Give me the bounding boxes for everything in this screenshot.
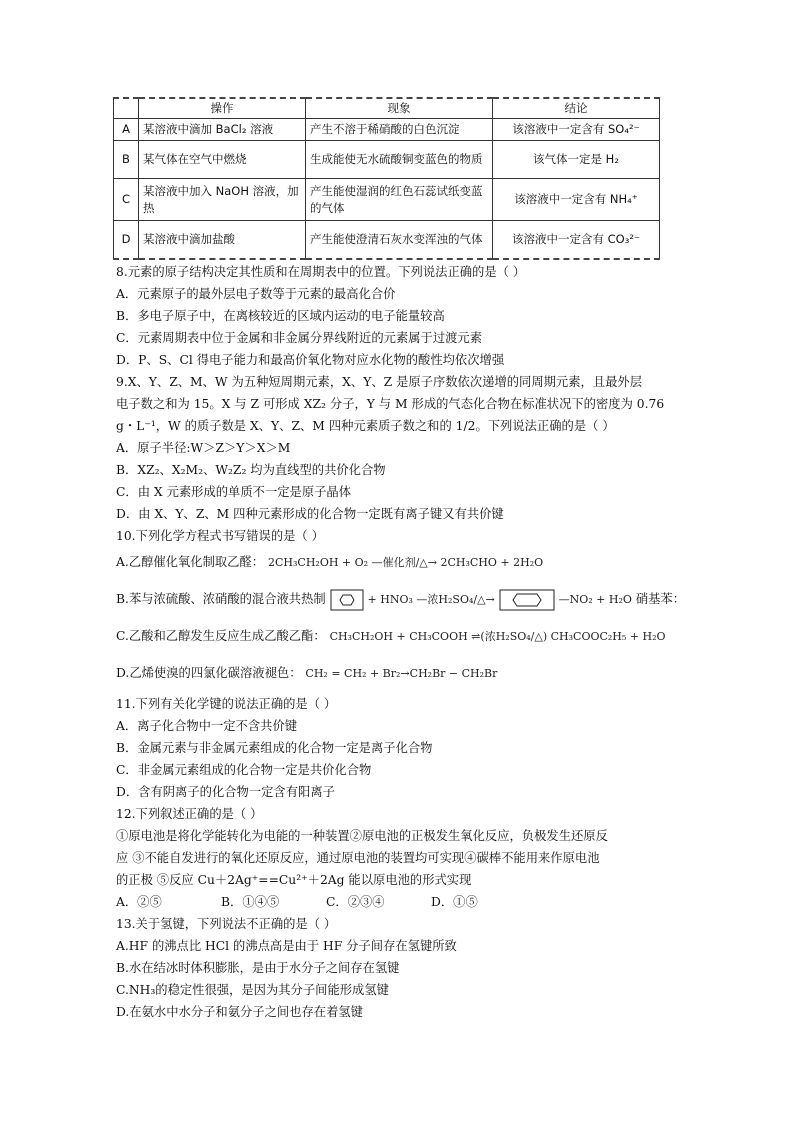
q12-option-a: A．②⑤ [116, 895, 162, 909]
q8-option-d: D．P、S、Cl 得电子能力和最高价氧化物对应水化物的酸性均依次增强 [116, 353, 505, 367]
q10-b-text: B.苯与浓硫酸、浓硝酸的混合液共热制 [116, 592, 326, 606]
operation-cell: 某气体在空气中燃烧 [139, 141, 306, 179]
q11-option-d: D．含有阴离子的化合物一定含有阳离子 [116, 785, 335, 799]
q13-option-a: A.HF 的沸点比 HCl 的沸点高是由于 HF 分子间存在氢键所致 [116, 939, 457, 953]
table-row [114, 221, 660, 259]
phenomenon-cell: 生成能使无水硫酸铜变蓝色的物质 [306, 141, 493, 179]
q10-option-a [116, 551, 661, 574]
header-operation: 操作 [139, 98, 306, 119]
cyclohexane-ring-icon [499, 589, 555, 611]
operation-cell: 某溶液中加入 NaOH 溶液，加热 [139, 179, 306, 221]
q9-stem-line1: 9.X、Y、Z、M、W 为五种短周期元素，X、Y、Z 是原子序数依次递增的同周期元素，且最外层 [116, 375, 643, 389]
question-10 [116, 525, 686, 685]
q10-d-equation: CH₂ = CH₂ + Br₂→CH₂Br − CH₂Br [305, 667, 498, 680]
header-phenomenon: 现象 [306, 98, 493, 119]
table-row [114, 141, 660, 179]
question-13 [116, 913, 661, 1023]
q10-option-c [116, 625, 666, 648]
q11-option-b: B．金属元素与非金属元素组成的化合物一定是离子化合物 [116, 741, 433, 755]
row-label: C [114, 179, 139, 221]
q9-option-b: B．XZ₂、X₂M₂、W₂Z₂ 均为直线型的共价化合物 [116, 463, 386, 477]
q12-line2: 应 ③不能自发进行的氧化还原反应，通过原电池的装置均可实现④碳棒不能用来作原电池 [116, 851, 600, 865]
row-label: D [114, 221, 139, 259]
row-label: A [114, 119, 139, 141]
q13-option-c: C.NH₃的稳定性很强，是因为其分子间能形成氢键 [116, 983, 389, 997]
q10-b-tail: 硝基苯： [635, 592, 686, 606]
q9-option-c: C．由 X 元素形成的单质不一定是原子晶体 [116, 485, 352, 499]
q12-line1: ①原电池是将化学能转化为电能的一种装置②原电池的正极发生氧化反应，负极发生还原反 [116, 829, 608, 843]
question-8 [116, 261, 661, 371]
q11-option-a: A．离子化合物中一定不含共价键 [116, 719, 298, 733]
q10-stem: 10.下列化学方程式书写错误的是（ ） [116, 529, 324, 543]
operation-cell: 某溶液中滴加盐酸 [139, 221, 306, 259]
q12-option-b: B．①④⑤ [221, 895, 280, 909]
q12-option-c: C．②③④ [326, 895, 385, 909]
q12-line3: 的正极 ⑤反应 Cu＋2Ag⁺==Cu²⁺＋2Ag 能以原电池的形式实现 [116, 873, 472, 887]
q10-c-text: C.乙酸和乙醇发生反应生成乙酸乙酯： [116, 629, 326, 643]
q12-stem: 12.下列叙述正确的是（ ） [116, 807, 263, 821]
phenomenon-cell: 产生能使澄清石灰水变浑浊的气体 [306, 221, 493, 259]
q10-b-equation-products: —NO₂ + H₂O [558, 593, 632, 606]
q12-option-d: D．①⑤ [431, 895, 478, 909]
header-blank [114, 98, 139, 119]
experiment-table [113, 97, 660, 260]
q8-option-a: A．元素原子的最外层电子数等于元素的最高化合价 [116, 287, 396, 301]
q10-c-equation: CH₃CH₂OH + CH₃COOH ⇌(浓H₂SO₄/△) CH₃COOC₂H₅ + H₂O [329, 630, 666, 643]
header-conclusion: 结论 [493, 98, 660, 119]
question-12 [116, 803, 661, 913]
benzene-ring-icon [330, 589, 364, 611]
q10-a-text: A.乙醇催化氧化制取乙醛： [116, 555, 265, 569]
operation-cell: 某溶液中滴加 BaCl₂ 溶液 [139, 119, 306, 141]
q13-stem: 13.关于氢键，下列说法不正确的是（ ） [116, 917, 337, 931]
q10-a-equation: 2CH₃CH₂OH + O₂ —催化剂/△→ 2CH₃CHO + 2H₂O [267, 556, 544, 569]
conclusion-cell: 该溶液中一定含有 CO₃²⁻ [493, 221, 660, 259]
conclusion-cell: 该气体一定是 H₂ [493, 141, 660, 179]
conclusion-cell: 该溶液中一定含有 SO₄²⁻ [493, 119, 660, 141]
phenomenon-cell: 产生不溶于稀硝酸的白色沉淀 [306, 119, 493, 141]
table-header-row [114, 98, 660, 119]
q10-option-b [116, 588, 686, 611]
conclusion-cell: 该溶液中一定含有 NH₄⁺ [493, 179, 660, 221]
q9-option-d: D．由 X、Y、Z、M 四种元素形成的化合物一定既有离子键又有共价键 [116, 507, 504, 521]
q9-stem-line2: 电子数之和为 15。X 与 Z 可形成 XZ₂ 分子，Y 与 M 形成的气态化合物在标准状况下的密度为 0.76 [116, 397, 665, 411]
table-row [114, 119, 660, 141]
phenomenon-cell: 产生能使湿润的红色石蕊试纸变蓝的气体 [306, 179, 493, 221]
table-row [114, 179, 660, 221]
q8-option-b: B．多电子原子中，在离核较近的区域内运动的电子能量较高 [116, 309, 445, 323]
q9-option-a: A．原子半径:W＞Z＞Y＞X＞M [116, 441, 291, 455]
q10-d-text: D.乙烯使溴的四氯化碳溶液褪色： [116, 666, 302, 680]
q12-options [116, 891, 661, 913]
q9-stem-line3: g・L⁻¹，W 的质子数是 X、Y、Z、M 四种元素质子数之和的 1/2。下列说法正确的是（ ） [116, 419, 615, 433]
q13-option-d: D.在氨水中水分子和氨分子之间也存在着氢键 [116, 1005, 363, 1019]
q13-option-b: B.水在结冰时体积膨胀，是由于水分子之间存在氢键 [116, 961, 400, 975]
q11-option-c: C．非金属元素组成的化合物一定是共价化合物 [116, 763, 372, 777]
q8-stem: 8.元素的原子结构决定其性质和在周期表中的位置。下列说法正确的是（ ） [116, 265, 526, 279]
q10-option-d [116, 662, 661, 685]
q8-option-c: C．元素周期表中位于金属和非金属分界线附近的元素属于过渡元素 [116, 331, 483, 345]
question-9 [116, 371, 665, 525]
q10-b-equation: + HNO₃ —浓H₂SO₄/△→ [367, 593, 495, 606]
q11-stem: 11.下列有关化学键的说法正确的是（ ） [116, 697, 337, 711]
question-11 [116, 693, 661, 803]
row-label: B [114, 141, 139, 179]
